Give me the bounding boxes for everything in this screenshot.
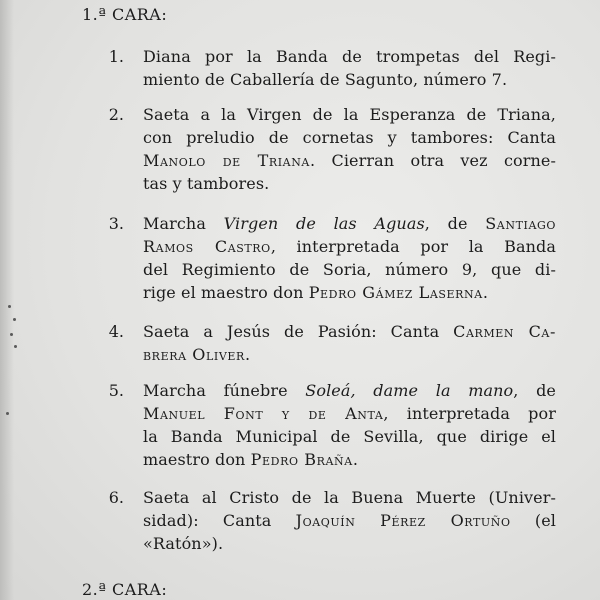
name-small-caps: Pedro Braña xyxy=(250,450,353,469)
text-run: sidad): Canta xyxy=(143,511,296,530)
track-text-line xyxy=(143,68,556,91)
track-text-line xyxy=(143,235,556,258)
text-run: la Banda Municipal de Sevilla, que dirige el xyxy=(143,427,556,446)
track-number: 4. xyxy=(108,322,124,341)
text-run: del Regimiento de Soria, número 9, que di- xyxy=(143,260,556,279)
track-number: 5. xyxy=(108,381,124,400)
track-text-line xyxy=(143,402,556,425)
track-text-line xyxy=(143,258,556,281)
text-run: , de xyxy=(513,381,556,400)
track-text-line xyxy=(143,45,556,68)
track-text-line xyxy=(143,281,556,304)
track-text-line xyxy=(143,379,556,402)
track-text-line xyxy=(143,509,556,532)
print-speck xyxy=(8,305,11,308)
name-small-caps: Ramos Castro xyxy=(143,237,271,256)
text-run: (el xyxy=(510,511,556,530)
text-run: Diana por la Banda de trompetas del Regi- xyxy=(143,47,556,66)
track-number: 3. xyxy=(108,214,124,233)
track-text-line xyxy=(143,486,556,509)
track-text-line xyxy=(143,448,556,471)
work-title-italic: Soleá, dame la mano xyxy=(305,381,514,400)
track-text-line xyxy=(143,149,556,172)
text-run: «Ratón»). xyxy=(143,534,224,553)
text-run: miento de Caballería de Sagunto, número 7. xyxy=(143,70,508,89)
print-speck xyxy=(14,345,17,348)
text-run: . xyxy=(352,450,358,469)
text-run: maestro don xyxy=(143,450,251,469)
track-text-line xyxy=(143,425,556,448)
print-speck xyxy=(6,412,9,415)
name-small-caps: brera Oliver xyxy=(143,345,245,364)
text-run: . xyxy=(244,345,251,364)
side-two-heading: 2.ª CARA: xyxy=(82,580,168,599)
track-text-line xyxy=(143,532,556,555)
side-one-heading: 1.ª CARA: xyxy=(82,5,168,24)
name-small-caps: Manuel Font y de Anta xyxy=(143,404,384,423)
text-run: tas y tambores. xyxy=(143,174,270,193)
text-run: , interpretada por xyxy=(383,404,556,423)
track-text-line xyxy=(143,343,556,366)
work-title-italic: Virgen de las Aguas xyxy=(223,214,425,233)
print-speck xyxy=(13,318,16,321)
text-run: Saeta al Cristo de la Buena Muerte (Univer- xyxy=(143,488,556,507)
name-small-caps: Pedro Gámez Laserna xyxy=(308,283,483,302)
track-text-line xyxy=(143,126,556,149)
print-speck xyxy=(10,333,13,336)
text-run: . xyxy=(482,283,489,302)
name-small-caps: Santiago xyxy=(485,214,556,233)
text-run: Marcha xyxy=(143,214,224,233)
track-number: 6. xyxy=(108,488,124,507)
text-run: rige el maestro don xyxy=(143,283,309,302)
track-text-line xyxy=(143,103,556,126)
page-edge-shadow xyxy=(0,0,14,600)
text-run: . Cierran otra vez corne- xyxy=(309,151,556,170)
track-text-line xyxy=(143,172,556,195)
text-run: Saeta a Jesús de Pasión: Canta xyxy=(143,322,454,341)
text-run: Marcha fúnebre xyxy=(143,381,306,400)
name-small-caps: Joaquín Pérez Ortuño xyxy=(295,511,511,530)
track-number: 1. xyxy=(108,47,124,66)
name-small-caps: Manolo de Triana xyxy=(143,151,310,170)
text-run: Saeta a la Virgen de la Esperanza de Triana, xyxy=(143,105,556,124)
name-small-caps: Carmen Ca- xyxy=(453,322,556,341)
text-run: , interpretada por la Banda xyxy=(270,237,556,256)
track-text-line xyxy=(143,212,556,235)
track-text-line xyxy=(143,320,556,343)
track-number: 2. xyxy=(108,105,124,124)
text-run: , de xyxy=(424,214,486,233)
text-run: con preludio de cornetas y tambores: Canta xyxy=(143,128,556,147)
